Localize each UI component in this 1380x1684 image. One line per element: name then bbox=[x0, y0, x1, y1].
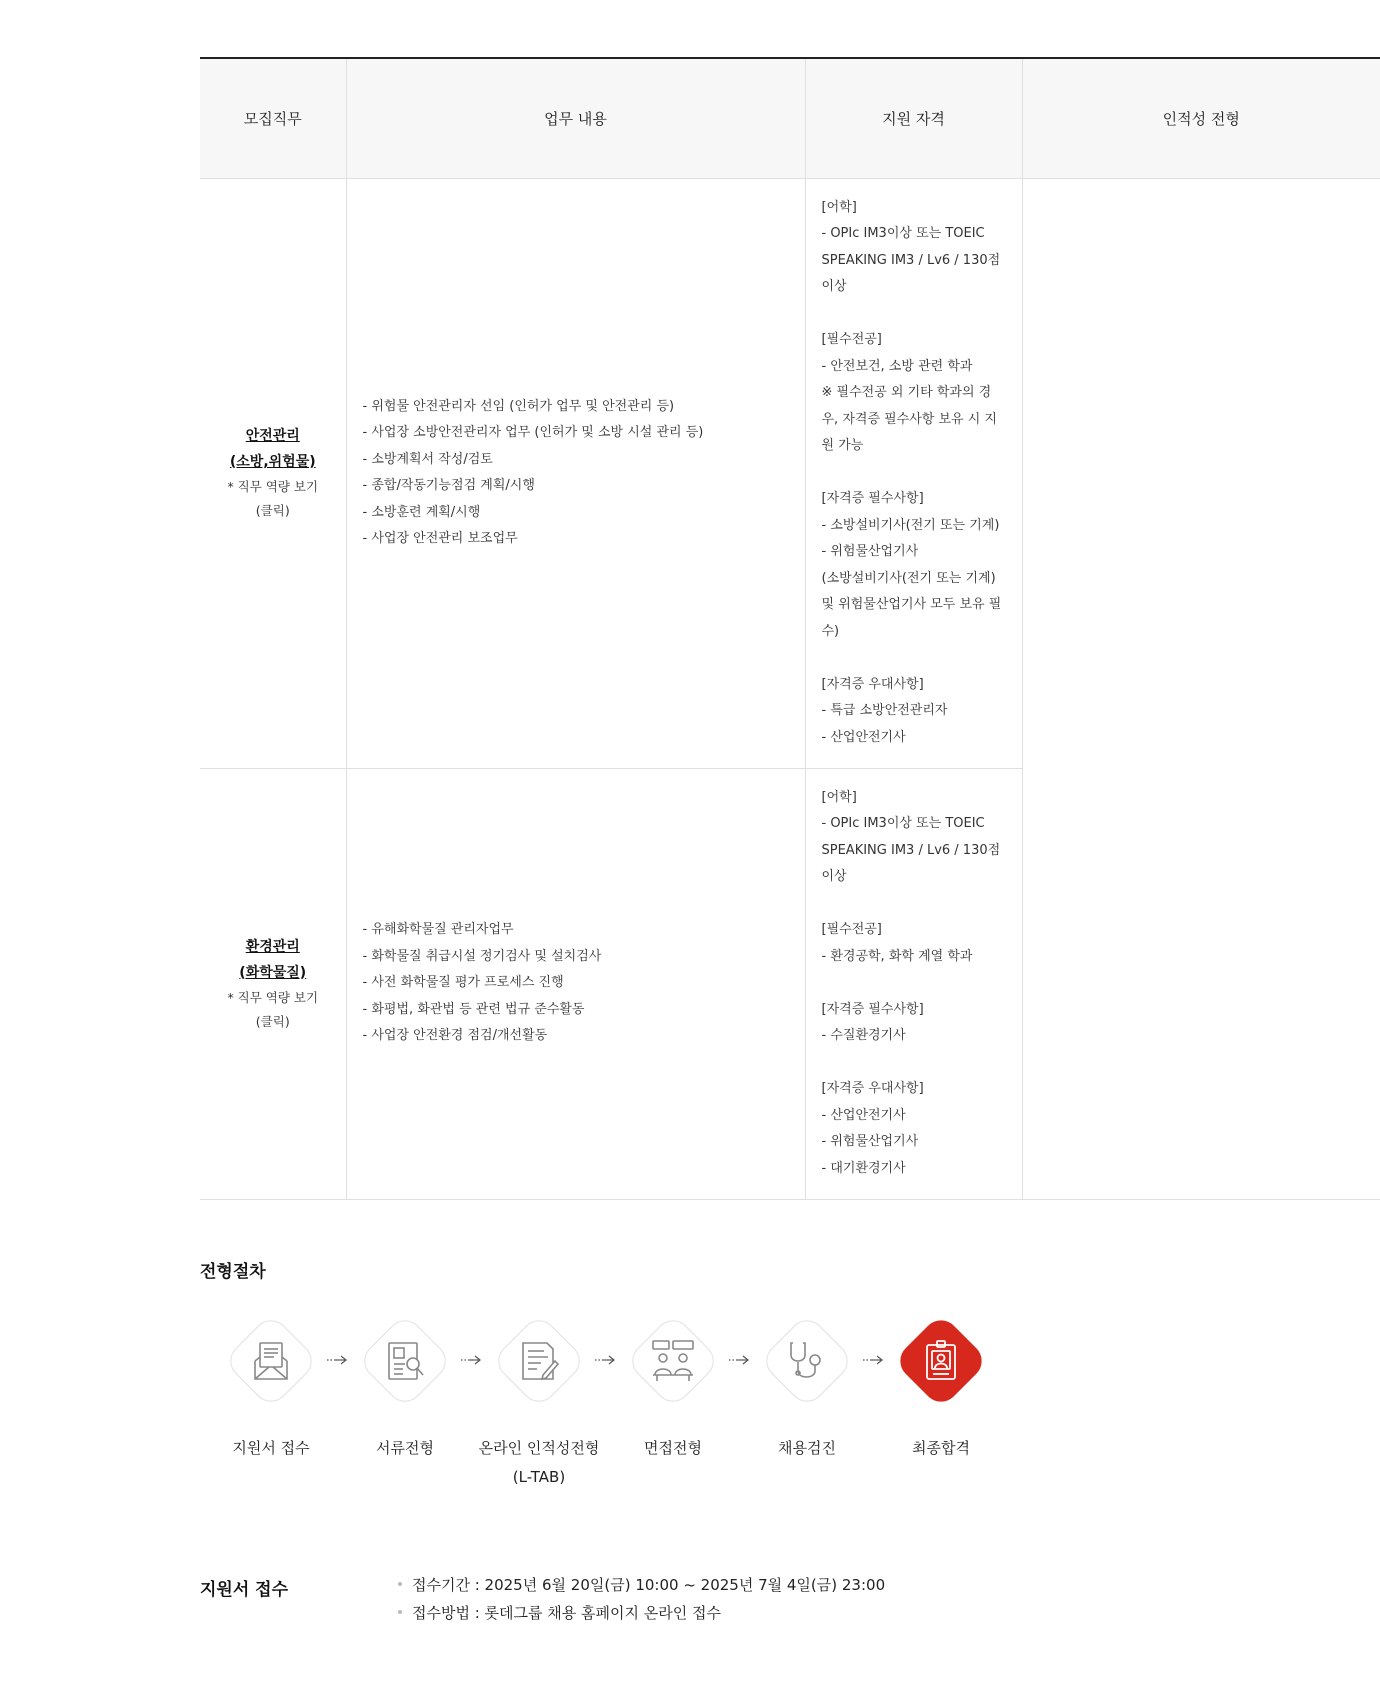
qualification-item: - 수질환경기사 bbox=[821, 1028, 906, 1044]
application-info-list bbox=[398, 1570, 885, 1626]
job-title-link[interactable]: (소방,위험물) bbox=[229, 454, 316, 470]
spacer bbox=[822, 970, 1006, 997]
duty-item: - 화평법, 화관법 등 관련 법규 준수활동 bbox=[362, 1001, 585, 1017]
step-label-text: 서류전형 bbox=[376, 1439, 434, 1457]
job-cell bbox=[200, 768, 346, 1199]
process-section-title: 전형절차 bbox=[200, 1262, 266, 1282]
qualification-item: - 산업안전기사 bbox=[821, 729, 906, 745]
id-badge-icon bbox=[917, 1337, 965, 1385]
job-competency-link[interactable]: (클릭) bbox=[255, 503, 290, 518]
duties-cell bbox=[346, 768, 805, 1199]
duty-item: - 화학물질 취급시설 정기검사 및 설치검사 bbox=[362, 948, 602, 964]
qualification-item: 원 가능 bbox=[821, 438, 864, 454]
qualification-item: SPEAKING IM3 / Lv6 / 130점 bbox=[821, 252, 1001, 268]
process-step bbox=[752, 1306, 862, 1457]
recruitment-table bbox=[200, 57, 1380, 1200]
bullet-icon bbox=[398, 1582, 402, 1586]
qualification-item: [자격증 필수사항] bbox=[821, 491, 924, 507]
job-title-link[interactable]: 안전관리 bbox=[245, 428, 300, 444]
duty-item: - 유해화학물질 관리자업무 bbox=[362, 922, 514, 938]
qualification-item: - 환경공학, 화학 계열 학과 bbox=[821, 948, 973, 964]
duty-item: - 소방훈련 계획/시행 bbox=[362, 504, 481, 520]
application-method bbox=[398, 1598, 885, 1626]
process-step bbox=[216, 1306, 326, 1457]
qualification-item: (소방설비기사(전기 또는 기계) bbox=[821, 570, 996, 586]
qualification-item: [자격증 우대사항] bbox=[821, 1081, 924, 1097]
spacer bbox=[822, 891, 1006, 918]
step-label-subtext: (L-TAB) bbox=[512, 1468, 566, 1486]
job-title-link[interactable]: 환경관리 bbox=[245, 938, 300, 955]
qualification-item: 우, 자격증 필수사항 보유 시 지 bbox=[821, 411, 997, 427]
stethoscope-icon bbox=[783, 1337, 831, 1385]
job-competency-link[interactable]: * 직무 역량 보기 bbox=[227, 989, 319, 1005]
qualification-item: [자격증 필수사항] bbox=[821, 1001, 924, 1017]
process-steps bbox=[216, 1306, 1016, 1486]
application-section-title: 지원서 접수 bbox=[200, 1580, 289, 1600]
step-label-text: 면접전형 bbox=[644, 1439, 702, 1457]
job-cell bbox=[200, 178, 346, 768]
bullet-icon bbox=[398, 1610, 402, 1614]
qualification-item: - 위험물산업기사 bbox=[821, 1134, 919, 1150]
process-step bbox=[350, 1306, 460, 1457]
qualification-item: [어학] bbox=[821, 789, 857, 805]
envelope-icon bbox=[247, 1337, 295, 1385]
process-step bbox=[886, 1306, 996, 1457]
step-label-text: 온라인 인적성전형 bbox=[478, 1439, 600, 1457]
qualification-item: - 위험물산업기사 bbox=[821, 544, 919, 560]
step-label bbox=[846, 1434, 1036, 1463]
duty-item: - 사업장 소방안전관리자 업무 (인허가 및 소방 시설 관리 등) bbox=[362, 425, 704, 440]
spacer bbox=[822, 645, 1006, 672]
step-label-text: 채용검진 bbox=[778, 1439, 836, 1457]
aptitude-cell bbox=[1022, 178, 1380, 1199]
qualification-item: 및 위험물산업기사 모두 보유 필 bbox=[821, 597, 1002, 613]
job-competency-link[interactable]: (클릭) bbox=[255, 1013, 290, 1029]
header-qualifications: 지원 자격 bbox=[805, 58, 1022, 178]
header-duties: 업무 내용 bbox=[346, 58, 805, 178]
qualification-item: SPEAKING IM3 / Lv6 / 130점 bbox=[821, 842, 1001, 858]
qualification-item: - 특급 소방안전관리자 bbox=[821, 703, 948, 719]
qualification-item: [필수전공] bbox=[821, 332, 882, 348]
online-test-icon bbox=[515, 1337, 563, 1385]
qualification-item: - 소방설비기사(전기 또는 기계) bbox=[821, 517, 1000, 533]
qualification-item: ※ 필수전공 외 기타 학과의 경 bbox=[821, 385, 992, 401]
arrow-right-icon bbox=[460, 1352, 482, 1368]
arrow-right-icon bbox=[326, 1352, 348, 1368]
duties-cell bbox=[346, 178, 805, 768]
step-label-text: 최종합격 bbox=[912, 1439, 970, 1457]
duty-item: - 소방계획서 작성/검토 bbox=[362, 451, 493, 467]
qualification-item: - 산업안전기사 bbox=[821, 1107, 906, 1123]
header-job: 모집직무 bbox=[200, 58, 346, 178]
spacer bbox=[822, 301, 1006, 328]
recruitment-table-container bbox=[200, 57, 1240, 1202]
qualification-item: - 안전보건, 소방 관련 학과 bbox=[821, 358, 973, 374]
duty-item: - 사전 화학물질 평가 프로세스 진행 bbox=[362, 975, 564, 991]
qualification-item: - OPIc IM3이상 또는 TOEIC bbox=[821, 816, 985, 832]
table-row bbox=[200, 178, 1380, 768]
qualification-item: 이상 bbox=[821, 279, 847, 295]
application-period bbox=[398, 1570, 885, 1598]
qualification-item: - 대기환경기사 bbox=[821, 1160, 906, 1176]
header-aptitude-test: 인적성 전형 bbox=[1022, 58, 1380, 178]
job-title-link[interactable]: (화학물질) bbox=[239, 964, 307, 981]
qualification-item: - OPIc IM3이상 또는 TOEIC bbox=[821, 226, 985, 242]
arrow-right-icon bbox=[594, 1352, 616, 1368]
qualifications-cell bbox=[805, 178, 1022, 768]
qualification-item: [어학] bbox=[821, 199, 857, 215]
qualification-item: 수) bbox=[821, 623, 840, 639]
spacer bbox=[822, 1050, 1006, 1077]
qualifications-cell bbox=[805, 768, 1022, 1199]
process-step bbox=[618, 1306, 728, 1457]
job-competency-link[interactable]: * 직무 역량 보기 bbox=[227, 479, 319, 494]
document-search-icon bbox=[381, 1337, 429, 1385]
duty-item: - 사업장 안전환경 점검/개선활동 bbox=[362, 1028, 548, 1044]
table-header-row bbox=[200, 58, 1380, 178]
duty-item: - 종합/작동기능점검 계획/시행 bbox=[362, 478, 535, 493]
qualification-item: [필수전공] bbox=[821, 922, 882, 938]
qualification-item: [자격증 우대사항] bbox=[821, 676, 924, 692]
step-label-text: 지원서 접수 bbox=[232, 1439, 310, 1457]
process-step bbox=[478, 1306, 600, 1486]
application-period-text: 접수기간 : 2025년 6월 20일(금) 10:00 ~ 2025년 7월 4일(금) 23:00 bbox=[412, 1575, 886, 1594]
duty-item: - 위험물 안전관리자 선임 (인허가 업무 및 안전관리 등) bbox=[362, 398, 675, 414]
qualification-item: 이상 bbox=[821, 869, 847, 885]
arrow-right-icon bbox=[862, 1352, 884, 1368]
duty-item: - 사업장 안전관리 보조업무 bbox=[362, 531, 518, 546]
interview-icon bbox=[649, 1337, 697, 1385]
arrow-right-icon bbox=[728, 1352, 750, 1368]
spacer bbox=[822, 460, 1006, 487]
application-method-text: 접수방법 : 롯데그룹 채용 홈페이지 온라인 접수 bbox=[412, 1603, 721, 1622]
